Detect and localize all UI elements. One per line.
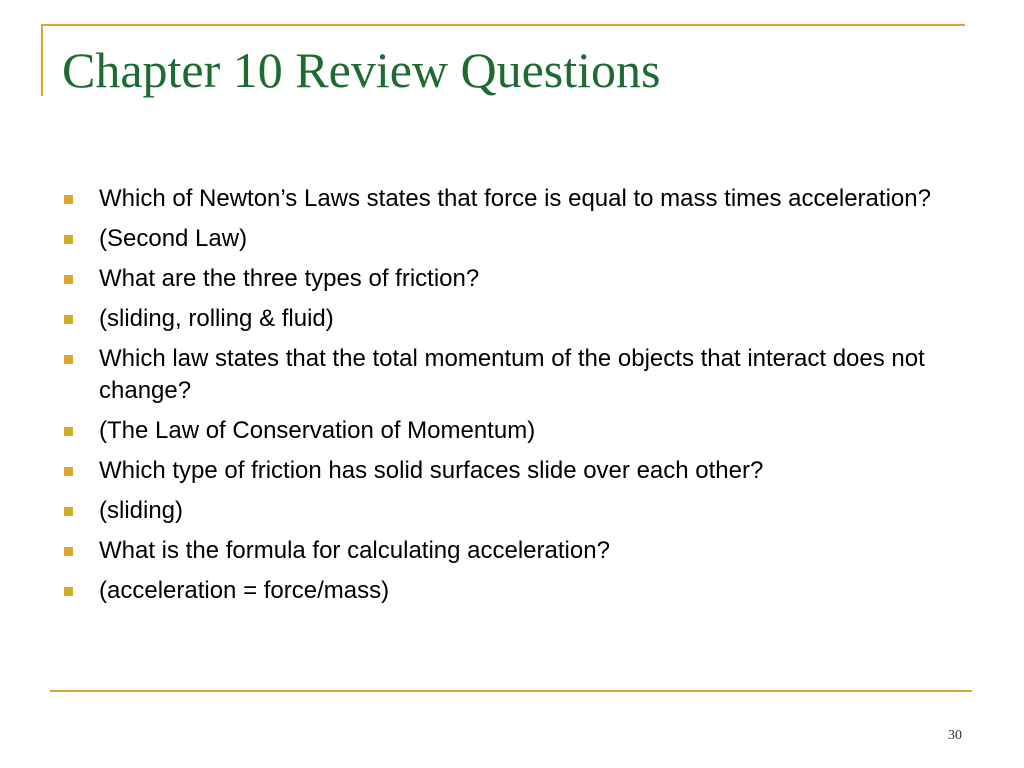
bullet-item [62,415,962,447]
bullet-text: Which type of friction has solid surfaces slide over each other? [99,457,764,484]
bullet-item [62,495,962,527]
bullet-text: (acceleration = force/mass) [99,577,390,604]
square-bullet-icon [64,315,73,324]
bullet-list [62,183,962,615]
square-bullet-icon [64,467,73,476]
bullet-item [62,343,962,407]
square-bullet-icon [64,355,73,364]
bullet-text: (The Law of Conservation of Momentum) [99,417,536,444]
bullet-item [62,223,962,255]
bullet-item [62,455,962,487]
slide-number: 30 [948,728,962,743]
bullet-text: Which of Newton’s Laws states that force is equal to mass times acceleration? [99,185,931,212]
slide-title: Chapter 10 Review Questions [62,42,661,98]
bullet-item [62,263,962,295]
square-bullet-icon [64,587,73,596]
frame-left-line [41,24,43,96]
square-bullet-icon [64,427,73,436]
bullet-item [62,535,962,567]
square-bullet-icon [64,275,73,284]
square-bullet-icon [64,195,73,204]
bullet-text: What is the formula for calculating acceleration? [99,537,610,564]
bullet-item [62,183,962,215]
bullet-item [62,575,962,607]
footer-divider-line [50,690,972,692]
frame-top-line [41,24,965,26]
bullet-text: (sliding) [99,497,184,524]
square-bullet-icon [64,507,73,516]
square-bullet-icon [64,547,73,556]
bullet-text: (Second Law) [99,225,248,252]
bullet-text: What are the three types of friction? [99,265,480,292]
bullet-item [62,303,962,335]
bullet-text: Which law states that the total momentum of the objects that interact does not change? [99,345,925,404]
square-bullet-icon [64,235,73,244]
bullet-text: (sliding, rolling & fluid) [99,305,334,332]
